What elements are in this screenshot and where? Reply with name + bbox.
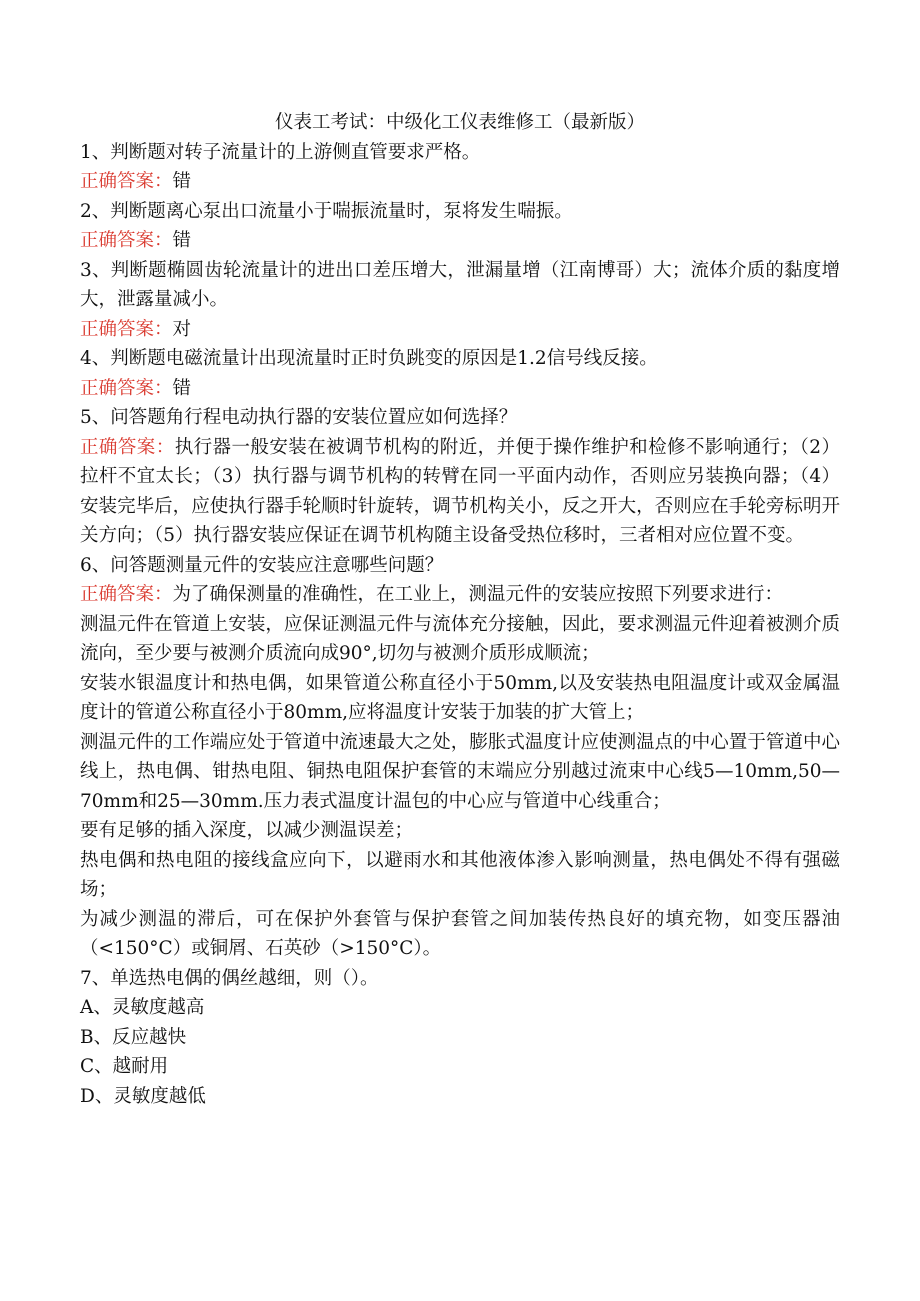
answer-text: 为了确保测量的准确性，在工业上，测温元件的安装应按照下列要求进行：	[172, 584, 784, 605]
answer-label: 正确答案：	[80, 377, 173, 399]
document-title: 仪表工考试：中级化工仪表维修工（最新版）	[274, 112, 645, 133]
question-4: 4、判断题电磁流量计出现流量时正时负跳变的原因是1.2信号线反接。	[80, 348, 658, 369]
answer-label: 正确答案：	[80, 230, 173, 251]
answer-text: 错	[172, 230, 192, 251]
answer-4	[80, 374, 840, 404]
answer-1	[80, 167, 840, 197]
answer-5	[80, 433, 840, 551]
answer-6-detail-6: 为减少测温的滞后，可在保护外套管与保护套管之间加装传热良好的填充物，如变压器油（<150°C）或铜屑、石英砂（>150°C）。	[80, 908, 840, 959]
answer-6-detail-2: 安装水银温度计和热电偶，如果管道公称直径小于50mm,以及安装热电阻温度计或双金属温度计的管道公称直径小于80mm,应将温度计安装于加装的扩大管上；	[80, 672, 840, 723]
question-6: 6、问答题测量元件的安装应注意哪些问题？	[80, 554, 444, 576]
answer-6	[80, 580, 840, 610]
answer-6-detail-4: 要有足够的插入深度，以减少测温误差；	[80, 820, 414, 841]
question-7: 7、单选热电偶的偶丝越细，则（）。	[80, 967, 379, 989]
question-3: 3、判断题椭圆齿轮流量计的进出口差压增大，泄漏量增（江南博哥）大；流体介质的黏度增大，泄露量减小。	[80, 259, 840, 310]
answer-6-detail-5: 热电偶和热电阻的接线盒应向下，以避雨水和其他液体渗入影响测量，热电偶处不得有强磁场；	[80, 849, 840, 900]
answer-6-detail-3: 测温元件的工作端应处于管道中流速最大之处，膨胀式温度计应使测温点的中心置于管道中心线上，热电偶、钳热电阻、铜热电阻保护套管的末端应分别越过流束中心线5—10mm,50—70mm和25—30mm.压力表式温度计温包的中心应与管道中心线重合；	[80, 731, 840, 812]
option-d: D、灵敏度越低	[80, 1085, 206, 1107]
answer-label: 正确答案：	[80, 171, 173, 192]
option-a: A、灵敏度越高	[80, 997, 205, 1018]
option-b: B、反应越快	[80, 1026, 187, 1048]
document-content	[80, 108, 840, 1111]
answer-label: 正确答案：	[80, 584, 173, 605]
answer-6-detail-1: 测温元件在管道上安装，应保证测温元件与流体充分接触，因此，要求测温元件迎着被测介质流向，至少要与被测介质流向成90°,切勿与被测介质形成顺流；	[80, 613, 840, 664]
answer-2	[80, 226, 840, 256]
question-5: 5、问答题角行程电动执行器的安装位置应如何选择？	[80, 407, 518, 428]
question-2: 2、判断题离心泵出口流量小于喘振流量时，泵将发生喘振。	[80, 200, 573, 222]
answer-text: 对	[172, 318, 192, 340]
question-1: 1、判断题对转子流量计的上游侧直管要求严格。	[80, 141, 481, 163]
answer-text: 执行器一般安装在被调节机构的附近，并便于操作维护和检修不影响通行；（2）拉杆不宜太长；（3）执行器与调节机构的转臂在同一平面内动作，否则应另装换向器；（4）安装完毕后，应使执行器手轮顺时针旋转，调节机构关小，反之开大，否则应在手轮旁标明开关方向；（5）执行器安装应保证在调节机构随主设备受热位移时，三者相对应位置不变。	[80, 436, 840, 546]
answer-text: 错	[172, 171, 192, 192]
answer-label: 正确答案：	[80, 436, 175, 458]
answer-label: 正确答案：	[80, 318, 173, 340]
option-c: C、越耐用	[80, 1056, 169, 1077]
answer-3	[80, 315, 840, 345]
answer-text: 错	[172, 377, 192, 399]
